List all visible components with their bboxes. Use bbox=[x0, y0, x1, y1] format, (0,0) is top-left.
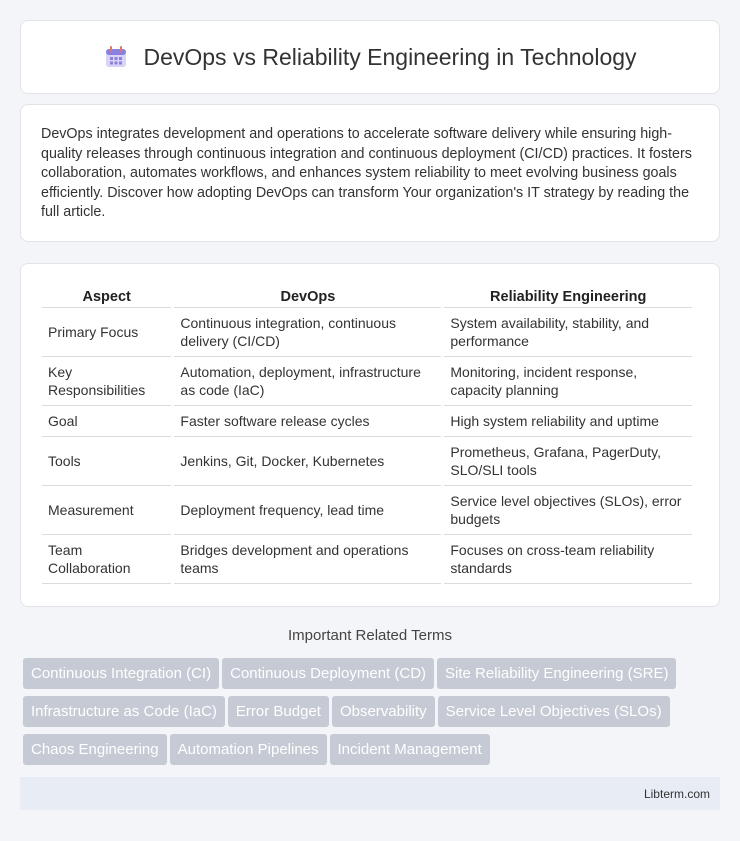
table-row bbox=[42, 308, 692, 357]
intro-text: DevOps integrates development and operations to accelerate software delivery while ensuring high-quality releases through continuous integration and continuous deployment (CI/CD) practices. It fosters collaboration, automates workflows, and enhances system reliability to meet evolving business goals efficiently. Discover how adopting DevOps can transform Your organization's IT strategy by reading the full article. bbox=[41, 126, 692, 221]
cell-devops: Automation, deployment, infrastructure as code (IaC) bbox=[174, 357, 441, 406]
cell-reliability: Monitoring, incident response, capacity planning bbox=[444, 357, 692, 406]
comparison-table-card bbox=[20, 263, 720, 607]
calendar-icon bbox=[103, 44, 129, 70]
cell-reliability: Focuses on cross-team reliability standards bbox=[444, 535, 692, 584]
cell-devops: Continuous integration, continuous delivery (CI/CD) bbox=[174, 308, 441, 357]
related-terms-title: Important Related Terms bbox=[288, 627, 452, 644]
related-term-tag[interactable]: Observability bbox=[332, 696, 435, 727]
related-term-tag[interactable]: Error Budget bbox=[228, 696, 329, 727]
table-row bbox=[42, 357, 692, 406]
related-term-tag[interactable]: Continuous Deployment (CD) bbox=[222, 658, 434, 689]
cell-aspect: Goal bbox=[42, 406, 171, 437]
cell-reliability: Service level objectives (SLOs), error budgets bbox=[444, 486, 692, 535]
cell-reliability: Prometheus, Grafana, PagerDuty, SLO/SLI tools bbox=[444, 437, 692, 486]
title-card bbox=[20, 20, 720, 94]
related-term-tag[interactable]: Site Reliability Engineering (SRE) bbox=[437, 658, 676, 689]
footer bbox=[20, 777, 720, 810]
related-term-tag[interactable]: Automation Pipelines bbox=[170, 734, 327, 765]
related-term-tag[interactable]: Continuous Integration (CI) bbox=[23, 658, 219, 689]
cell-aspect: Measurement bbox=[42, 486, 171, 535]
comparison-table bbox=[39, 284, 695, 584]
header-devops: DevOps bbox=[174, 284, 441, 308]
cell-devops: Jenkins, Git, Docker, Kubernetes bbox=[174, 437, 441, 486]
cell-aspect: Primary Focus bbox=[42, 308, 171, 357]
related-term-tag[interactable]: Incident Management bbox=[330, 734, 490, 765]
related-terms-list bbox=[23, 658, 723, 772]
table-row bbox=[42, 437, 692, 486]
related-term-tag[interactable]: Service Level Objectives (SLOs) bbox=[438, 696, 670, 727]
page-title: DevOps vs Reliability Engineering in Technology bbox=[143, 43, 637, 70]
table-row bbox=[42, 486, 692, 535]
cell-devops: Bridges development and operations teams bbox=[174, 535, 441, 584]
cell-aspect: Key Responsibilities bbox=[42, 357, 171, 406]
intro-card bbox=[20, 104, 720, 242]
table-row bbox=[42, 535, 692, 584]
related-term-tag[interactable]: Infrastructure as Code (IaC) bbox=[23, 696, 225, 727]
footer-site-link[interactable]: Libterm.com bbox=[643, 787, 710, 801]
cell-devops: Deployment frequency, lead time bbox=[174, 486, 441, 535]
cell-reliability: System availability, stability, and performance bbox=[444, 308, 692, 357]
table-row bbox=[42, 406, 692, 437]
header-aspect: Aspect bbox=[42, 284, 171, 308]
related-term-tag[interactable]: Chaos Engineering bbox=[23, 734, 167, 765]
header-reliability: Reliability Engineering bbox=[444, 284, 692, 308]
cell-reliability: High system reliability and uptime bbox=[444, 406, 692, 437]
table-header-row bbox=[42, 284, 692, 308]
cell-aspect: Team Collaboration bbox=[42, 535, 171, 584]
cell-aspect: Tools bbox=[42, 437, 171, 486]
cell-devops: Faster software release cycles bbox=[174, 406, 441, 437]
